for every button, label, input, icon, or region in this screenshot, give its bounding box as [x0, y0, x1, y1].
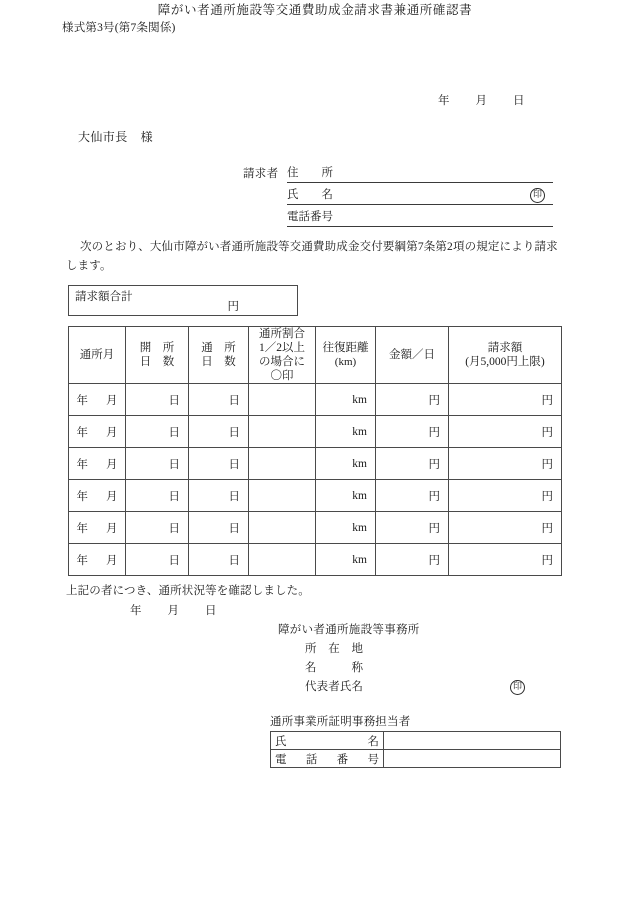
facility-representative-label: 代表者氏名 [305, 681, 363, 693]
cell-attendance-month[interactable]: 年 月 [69, 384, 126, 416]
facility-location-row[interactable] [305, 640, 555, 659]
header-attendance-ratio: 通所割合 1／2以上 の場合に 〇印 [249, 327, 316, 384]
cell-ratio-mark[interactable] [249, 384, 316, 416]
date-year-label: 年 [438, 95, 450, 107]
cell-distance[interactable]: km [316, 448, 376, 480]
claim-detail-table [68, 326, 562, 576]
table-header-row [69, 327, 562, 384]
confirmation-date-line [130, 602, 217, 618]
facility-name-label: 名 称 [305, 662, 363, 674]
cell-distance[interactable]: km [316, 544, 376, 576]
claimant-address-row[interactable] [287, 161, 553, 183]
cell-attendance-days[interactable]: 日 [189, 416, 249, 448]
facility-representative-row[interactable] [305, 678, 555, 697]
cell-claim-amount[interactable]: 円 [449, 384, 562, 416]
header-attendance-month: 通所月 [69, 327, 126, 384]
confirm-month-label: 月 [167, 605, 179, 617]
cell-attendance-days[interactable]: 日 [189, 448, 249, 480]
header-round-trip-distance: 往復距離 (km) [316, 327, 376, 384]
cell-amount-per-day[interactable]: 円 [376, 416, 449, 448]
cell-distance[interactable]: km [316, 512, 376, 544]
confirm-day-label: 日 [205, 605, 217, 617]
date-month-label: 月 [475, 95, 487, 107]
cell-amount-per-day[interactable]: 円 [376, 448, 449, 480]
contact-name-label: 氏 名 [271, 732, 384, 750]
cell-attendance-month[interactable]: 年 月 [69, 512, 126, 544]
cell-ratio-mark[interactable] [249, 512, 316, 544]
contact-section-title: 通所事業所証明事務担当者 [270, 716, 411, 728]
total-amount-box[interactable] [68, 285, 298, 316]
facility-fields [305, 640, 555, 697]
cell-ratio-mark[interactable] [249, 416, 316, 448]
table-row [69, 416, 562, 448]
cell-open-days[interactable]: 日 [126, 544, 189, 576]
body-paragraph: 次のとおり、大仙市障がい者通所施設等交通費助成金交付要綱第7条第2項の規定により請求します。 [66, 241, 558, 272]
cell-claim-amount[interactable]: 円 [449, 448, 562, 480]
document-title: 障がい者通所施設等交通費助成金請求書兼通所確認書 [157, 3, 473, 17]
cell-attendance-month[interactable]: 年 月 [69, 416, 126, 448]
claimant-fields [287, 161, 553, 227]
date-line-top [438, 92, 525, 108]
cell-attendance-month[interactable]: 年 月 [69, 448, 126, 480]
seal-icon: 印 [530, 186, 545, 203]
cell-ratio-mark[interactable] [249, 480, 316, 512]
date-day-label: 日 [513, 95, 525, 107]
total-amount-label: 請求額合計 [75, 291, 133, 303]
claimant-address-label: 住 所 [287, 167, 333, 179]
cell-open-days[interactable]: 日 [126, 512, 189, 544]
cell-attendance-month[interactable]: 年 月 [69, 544, 126, 576]
addressee-name: 大仙市長 [78, 130, 128, 144]
confirmation-text: 上記の者につき、通所状況等を確認しました。 [66, 585, 310, 597]
cell-open-days[interactable]: 日 [126, 416, 189, 448]
cell-distance[interactable]: km [316, 384, 376, 416]
header-claim-amount: 請求額 (月5,000円上限) [449, 327, 562, 384]
facility-office-title: 障がい者通所施設等事務所 [278, 624, 420, 636]
cell-amount-per-day[interactable]: 円 [376, 480, 449, 512]
cell-amount-per-day[interactable]: 円 [376, 544, 449, 576]
claimant-label: 請求者 [243, 168, 279, 180]
contact-phone-row [271, 750, 561, 768]
claimant-phone-label: 電話番号 [287, 211, 333, 223]
contact-phone-value[interactable] [384, 750, 561, 768]
header-open-days: 開 所 日 数 [126, 327, 189, 384]
cell-attendance-days[interactable]: 日 [189, 384, 249, 416]
addressee-honorific: 様 [140, 130, 154, 144]
cell-attendance-days[interactable]: 日 [189, 512, 249, 544]
contact-phone-label: 電 話 番 号 [271, 750, 384, 768]
contact-name-row [271, 732, 561, 750]
table-row [69, 448, 562, 480]
cell-open-days[interactable]: 日 [126, 448, 189, 480]
cell-claim-amount[interactable]: 円 [449, 480, 562, 512]
cell-claim-amount[interactable]: 円 [449, 544, 562, 576]
table-row [69, 544, 562, 576]
table-row [69, 480, 562, 512]
facility-location-label: 所 在 地 [305, 643, 363, 655]
cell-amount-per-day[interactable]: 円 [376, 384, 449, 416]
claimant-name-label: 氏 名 [287, 189, 333, 201]
facility-name-row[interactable] [305, 659, 555, 678]
cell-claim-amount[interactable]: 円 [449, 416, 562, 448]
cell-distance[interactable]: km [316, 480, 376, 512]
total-amount-unit: 円 [227, 301, 239, 313]
cell-attendance-days[interactable]: 日 [189, 544, 249, 576]
cell-claim-amount[interactable]: 円 [449, 512, 562, 544]
contact-person-table [270, 731, 561, 768]
header-amount-per-day: 金額／日 [376, 327, 449, 384]
cell-open-days[interactable]: 日 [126, 384, 189, 416]
cell-open-days[interactable]: 日 [126, 480, 189, 512]
cell-distance[interactable]: km [316, 416, 376, 448]
cell-attendance-days[interactable]: 日 [189, 480, 249, 512]
form-number: 様式第3号(第7条関係) [62, 22, 176, 34]
table-row [69, 512, 562, 544]
header-attendance-days: 通 所 日 数 [189, 327, 249, 384]
cell-attendance-month[interactable]: 年 月 [69, 480, 126, 512]
table-row [69, 384, 562, 416]
confirm-year-label: 年 [130, 605, 142, 617]
contact-name-value[interactable] [384, 732, 561, 750]
claim-detail-rows [69, 384, 562, 576]
seal-icon: 印 [510, 680, 525, 695]
cell-ratio-mark[interactable] [249, 448, 316, 480]
cell-ratio-mark[interactable] [249, 544, 316, 576]
claimant-name-row[interactable] [287, 183, 553, 205]
cell-amount-per-day[interactable]: 円 [376, 512, 449, 544]
addressee [78, 128, 153, 145]
claimant-phone-row[interactable] [287, 205, 553, 227]
